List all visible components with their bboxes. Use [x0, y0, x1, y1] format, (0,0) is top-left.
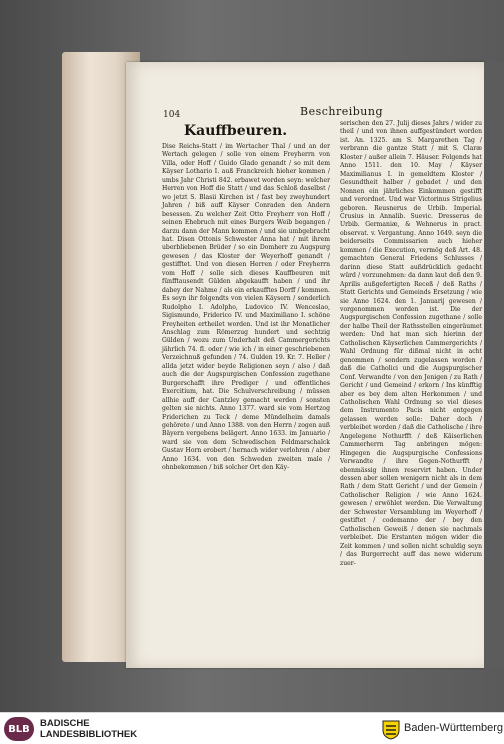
section-title: Kauffbeuren.	[184, 123, 288, 139]
page-number: 104	[163, 110, 181, 120]
library-name-line2: LANDESBIBLIOTHEK	[40, 729, 138, 740]
baden-wuerttemberg-crest-icon	[380, 718, 402, 740]
cover-strip	[484, 62, 504, 668]
left-column	[162, 120, 330, 473]
running-head: Beschreibung	[300, 105, 384, 118]
left-column-text: Dise Reichs-Statt / im Wertacher Thal / und an der Wertach gelegen / solle von einem Freyherrn von Villa, oder Hoff / Guido Glado genandt / so mit dem Käyser Lothario I. auß Franckreich hieher kommen / umbs Jahr Christi 842. erbawet worden seyn: welcher Herren von Hoff die Statt / und das Schloß daselbst / wo jetzt S. Blasii Kirchen ist / fast bey zweyhundert Jahren / biß auff Käyser Conraden den Andern besessen. Zu welcher Zeit Otto Freyherr von Hoff / seinen Ehebruch mit eines Burgers Weib begangen / darzu dann der Mann kommen / und sie umbgebracht hat. Disen Ottonis Schwester Anna hat / mit ihrem uberbliebenen Brüder / so ein Domherr zu Augspurg gewesen / das Kloster der Weyerhoff genandt / gestifftet. Und von diesen Herren / oder Freyherrn vom Hoff / solle sich dieses Kauffbeuren mit fünfftausendt Gülden abgekaufft haben / und ihr dabey der Nahme / als ein erkaufftes Dorff / kommen. Es seyn ihr folgendts von vielen Käysern / sonderlich Rudolpho I. Adolpho, Ludovico IV. Wenceslao, Sigismundo, Friderico IV. und Maximiliano I. schöne Freyheiten ertheilet worden. Und ist ihr Monatlicher Anschlag zum Römerzug hundert und sechtzig Gülden / wozu zum Underhalt deß Cammergerichts jährlich 74. fl. oder / wie ich / in einer geschriebenen Verzeichnuß gefunden / 74. Gulden 19. Kr. 7. Heller / allda jetzt wider beyde Religionen seyn / also / daß auch die der Augspurgischen Confession zugethane Burgerschafft ihre Prediger / und offentliches Exercitium, hat. Die Schulverschreibung / müssen allhie auff der Cantzley gemacht werden / sonsten gelten sie nichts. Anno 1377. ward sie vom Hertzog Friderichen zu Teck / deme Mündelheim damals gehörete / und Anno 1388. von den Herrn / zogen auß Bäyern vergebens belägert. Anno 1633. im Januario / ward sie von dem Schwedischen Feldmarschalck Gustav Horn erobert / hernach wider verlohren / aber Anno 1634. von den Schweden zweiten male / ohnbekommen / biß solcher Ort den Käy-	[162, 143, 330, 472]
state-name[interactable]: Baden-Württemberg	[404, 722, 504, 734]
right-column	[340, 120, 482, 568]
library-name-line1: BADISCHE	[40, 718, 90, 729]
library-name[interactable]	[40, 718, 137, 740]
right-column-text: serischen den 27. Julij dieses Jahrs / wider zu theil / und von ihnen auffgestündert worden ist. An. 1325. am S. Margarethen Tag / verbrann die gantze Statt / mit S. Claræ Kloster / außer allein 7. Häuser. Folgends hat Anno 1511. den 10. May / Käyser Maximilianus I. in gemeldtem Kloster / Gesundtheit halber / gebadet / und den Nonnen ein jährliches Einkommen gestifft und verordnet. Und war Victorinus Strigelius geboren. Reusnerus de Urbib. Imperial. Crusius in Annalib. Suevic. Dresserus de Urbib. Germaniæ, & Wehnerus in pract. observat. v. Vergantung. Anno 1649. seyn die beiderseits Commissarien auch hieher kommen / die Execution, vermög deß Art. 48. gemachten General Friedens Schlusses / darinn diese Statt außdrücklich gedacht würd / vorzunehmen: da dann laut deß den 9. Aprilis außgefertigten Receß / deß Raths / Statt Gerichts und Gemeinds Ersetzung / wie sie Anno 1624. den 1. Januarij gewesen / vorgenommen worden ist. Die der Augspurgischen Confession zugethane / solle der halbe Theil der Rathsstellen eingeräumet werden: Und hat man sich hierinn der Catholischen Käyserlichen Cammergerichts / Wahl Ordnung für dißmal nicht in acht genommen / sondern zugelassen worden / daß die Catholici und die Augspurgischer Conf. Verwandte / von den Jenigen / zu Rath / Gericht / und Gemeind / erkorn / Ins künfftig aber es bey dem alten Herkommen / und Catholischen Wahl Ordnung so viel dieses dem Instrumento Pacis nicht entgegen gelassen werden solle: Daher doch / verbleibet worden / daß die Catholische / ihre Angelegene Nothurfft / deß Käiserlichen Cammerherrn Tag anbringen mögen: Hingegen die Augspurgische Confessions Verwandte / ihre Gegen-Nothurfft / ebenmässig ihnen reservirt haben. Under dessen aber sollen wenigern nicht als in dem Rath / dem Statt Gericht / und der Gemein / Catholischer Religion / wie Anno 1624. gewesen / erwöhlet werden. Die Verwaltung der Schwester Versamblung im Weyerhoff / gestiftet / codemanno der / bey den Catholischen Geweiß / denen sie nachmals verbleibet. Die Erstanten mögen wider die Zeit kommen / und sollen nicht schuldig seyn / das Burgerrecht auff das newe widerum zuer-	[340, 120, 482, 567]
blb-logo-icon[interactable]: BLB	[4, 717, 34, 741]
footer-bar	[0, 712, 504, 744]
